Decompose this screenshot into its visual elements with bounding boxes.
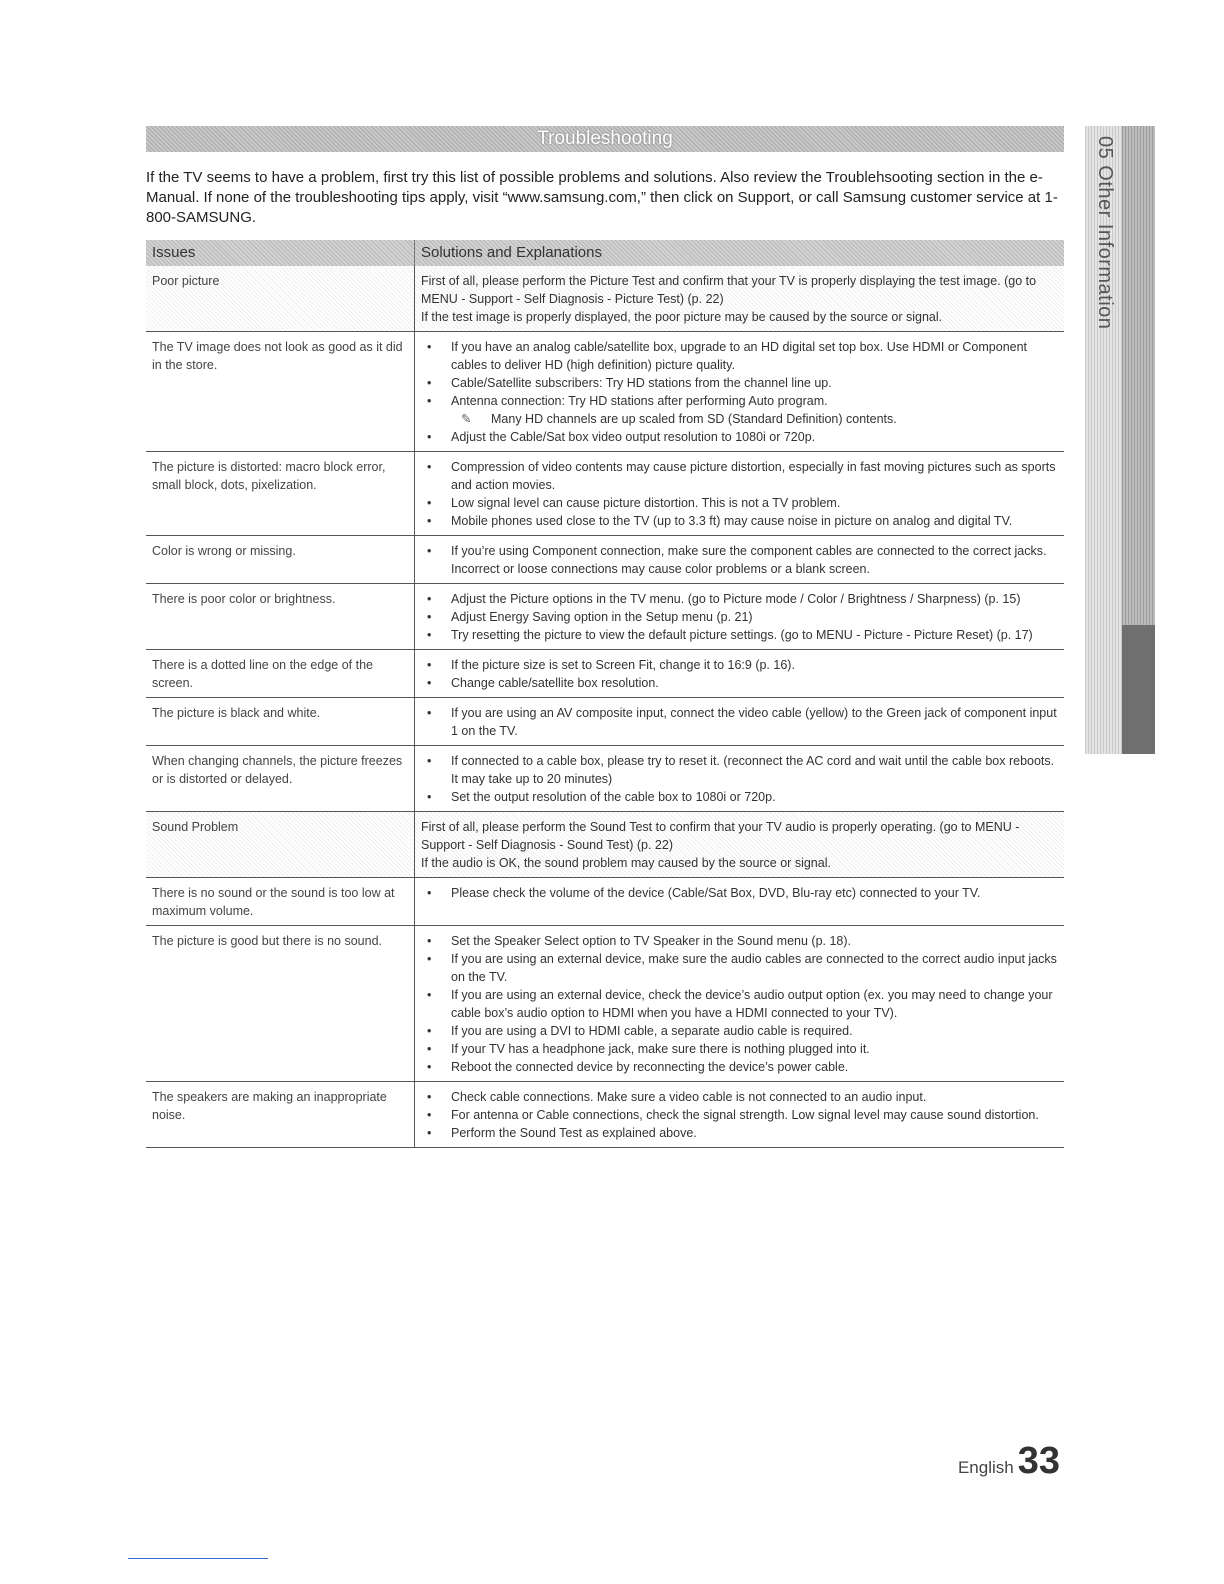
solution-bullet: • If connected to a cable box, please try to reset it. (reconnect the AC cord and wait until the cable box reboots. It may take up to 20 minutes) [421,752,1058,788]
table-row [146,698,1064,746]
table-row [146,584,1064,650]
page-footer [958,1440,1060,1483]
table-header-row [146,240,1064,266]
issue-cell: Sound Problem [146,812,415,878]
solution-bullet: • If you are using an external device, check the device’s audio output option (ex. you may need to change your cable box’s audio option to HDMI when you have a HDMI connected to your TV). [421,986,1058,1022]
solution-bullet: • If you have an analog cable/satellite box, upgrade to an HD digital set top box. Use HDMI or Component cables to deliver HD (high definition) picture quality. [421,338,1058,374]
issue-cell: The picture is good but there is no sound. [146,926,415,1082]
table-row [146,1082,1064,1148]
issue-cell: The picture is black and white. [146,698,415,746]
solution-bullet: • Antenna connection: Try HD stations after performing Auto program. [421,392,1058,410]
note-text: Many HD channels are up scaled from SD (Standard Definition) contents. [491,412,897,426]
solution-bullet: • If you are using a DVI to HDMI cable, a separate audio cable is required. [421,1022,1058,1040]
solution-bullet: • Perform the Sound Test as explained above. [421,1124,1058,1142]
table-row [146,332,1064,452]
solution-bullet: • For antenna or Cable connections, check the signal strength. Low signal level may cause sound distortion. [421,1106,1058,1124]
table-row [146,452,1064,536]
solution-cell [415,536,1065,584]
solution-bullet: • Low signal level can cause picture distortion. This is not a TV problem. [421,494,1058,512]
table-row [146,746,1064,812]
solution-cell [415,812,1065,878]
solutions-header: Solutions and Explanations [415,240,1065,266]
section-title: Troubleshooting [146,126,1064,152]
table-row [146,812,1064,878]
solution-cell [415,452,1065,536]
issue-cell: The TV image does not look as good as it did in the store. [146,332,415,452]
solution-cell [415,926,1065,1082]
solution-bullet: • Adjust the Cable/Sat box video output resolution to 1080i or 720p. [421,428,1058,446]
solution-cell [415,746,1065,812]
solution-cell [415,266,1065,332]
issue-cell: The speakers are making an inappropriate noise. [146,1082,415,1148]
intro-paragraph: If the TV seems to have a problem, first try this list of possible problems and solutions. Also review the Troublehsooting section in the e-Manual. If none of the troubleshooting tips apply, visit “www.samsung.com,” then click on Support, or call Samsung customer service at 1-800-SAMSUNG. [146,169,1058,226]
solution-bullet: • Change cable/satellite box resolution. [421,674,1058,692]
solution-bullet: • Try resetting the picture to view the default picture settings. (go to MENU - Picture - Picture Reset) (p. 17) [421,626,1058,644]
solution-bullet: • Cable/Satellite subscribers: Try HD stations from the channel line up. [421,374,1058,392]
solution-bullet: • Compression of video contents may cause picture distortion, especially in fast moving pictures such as sports and action movies. [421,458,1058,494]
solution-text: First of all, please perform the Picture Test and confirm that your TV is properly displaying the test image. (go to MENU - Support - Self Diagnosis - Picture Test) (p. 22) [421,274,1037,306]
side-tab-label: 05 Other Information [1094,136,1116,330]
page-number: 33 [1017,1440,1060,1482]
troubleshooting-table [146,240,1064,1148]
solution-cell [415,878,1065,926]
solution-text: First of all, please perform the Sound Test to confirm that your TV audio is properly operating. (go to MENU - Support - Self Diagnosis - Sound Test) (p. 22) [421,820,1020,852]
solution-bullet: • If you are using an AV composite input, connect the video cable (yellow) to the Green jack of component input 1 on the TV. [421,704,1058,740]
solution-cell [415,332,1065,452]
table-row [146,650,1064,698]
solution-bullet: • Mobile phones used close to the TV (up to 3.3 ft) may cause noise in picture on analog and digital TV. [421,512,1058,530]
note-item [421,410,1058,428]
issue-cell: When changing channels, the picture freezes or is distorted or delayed. [146,746,415,812]
issue-cell: The picture is distorted: macro block error, small block, dots, pixelization. [146,452,415,536]
footer-language: English [957,1458,1014,1477]
solution-bullet: • If you are using an external device, make sure the audio cables are connected to the correct audio input jacks on the TV. [421,950,1058,986]
solution-text: If the audio is OK, the sound problem may caused by the source or signal. [421,856,831,870]
solution-cell [415,1082,1065,1148]
solution-bullet: • If your TV has a headphone jack, make sure there is nothing plugged into it. [421,1040,1058,1058]
issue-cell: Poor picture [146,266,415,332]
issue-cell: There is poor color or brightness. [146,584,415,650]
solution-bullet: • Please check the volume of the device (Cable/Sat Box, DVD, Blu-ray etc) connected to your TV. [421,884,1058,902]
issue-cell: There is a dotted line on the edge of the screen. [146,650,415,698]
table-row [146,266,1064,332]
side-tab-marker [1122,625,1155,754]
solution-bullet: • If you’re using Component connection, make sure the component cables are connected to the correct jacks. Incorrect or loose connections may cause color problems or a blank screen. [421,542,1058,578]
issues-header: Issues [146,240,415,266]
footer-rule [128,1558,268,1559]
issue-cell: Color is wrong or missing. [146,536,415,584]
solution-bullet: • Reboot the connected device by reconnecting the device’s power cable. [421,1058,1058,1076]
table-row [146,878,1064,926]
table-row [146,536,1064,584]
table-row [146,926,1064,1082]
solution-cell [415,698,1065,746]
solution-cell [415,650,1065,698]
issue-cell: There is no sound or the sound is too low at maximum volume. [146,878,415,926]
solution-text: If the test image is properly displayed, the poor picture may be caused by the source or signal. [421,310,943,324]
solution-bullet: • Adjust the Picture options in the TV menu. (go to Picture mode / Color / Brightness / Sharpness) (p. 15) [421,590,1058,608]
solution-bullet: • Set the output resolution of the cable box to 1080i or 720p. [421,788,1058,806]
solution-bullet: • Adjust Energy Saving option in the Setup menu (p. 21) [421,608,1058,626]
note-icon: ✎ [461,412,472,426]
solution-bullet: • Set the Speaker Select option to TV Speaker in the Sound menu (p. 18). [421,932,1058,950]
solution-cell [415,584,1065,650]
solution-bullet: • Check cable connections. Make sure a video cable is not connected to an audio input. [421,1088,1058,1106]
solution-bullet: • If the picture size is set to Screen Fit, change it to 16:9 (p. 16). [421,656,1058,674]
